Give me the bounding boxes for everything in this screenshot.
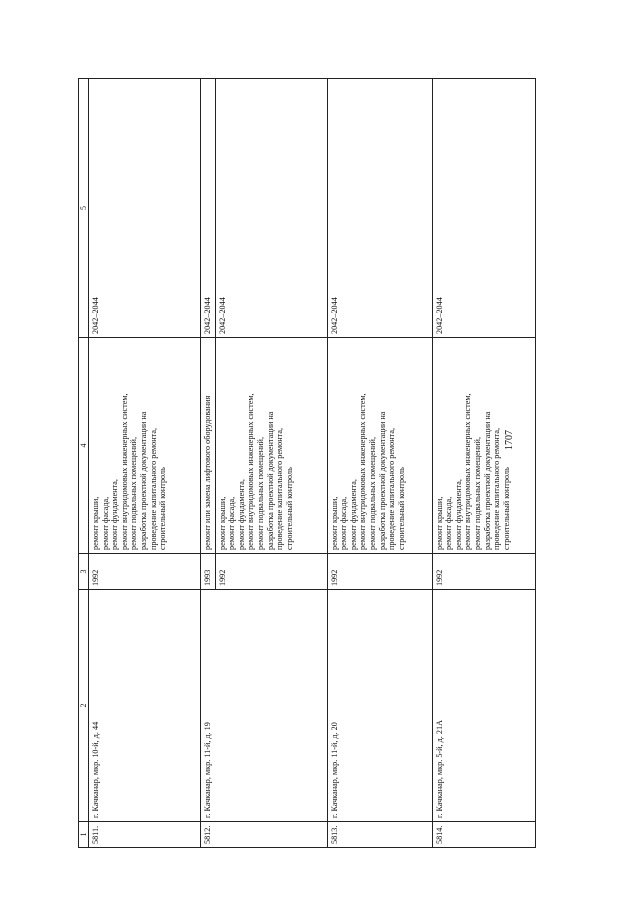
work-item: ремонт подвальных помещений, [255, 437, 265, 550]
work-item: разработка проектной документации на [265, 411, 275, 550]
work-item: ремонт фундамента, [110, 479, 120, 550]
work-item: проведение капитального ремонта, [492, 427, 502, 550]
work-item: разработка проектной документации на [377, 411, 387, 550]
work-item: проведение капитального ремонта, [275, 427, 285, 550]
work-item: ремонт крыши, [434, 496, 444, 550]
row-period: 2042–2044 [327, 79, 432, 338]
row-year: 1992 [432, 554, 535, 590]
work-item: ремонт внутридомовых инженерных систем, [358, 393, 368, 550]
work-item: ремонт фасада, [444, 496, 454, 550]
row-address: г. Качканар, мкр. 11-й, д. 20 [327, 590, 432, 822]
work-item: ремонт подвальных помещений, [472, 437, 482, 550]
work-item: проведение капитального ремонта, [387, 427, 397, 550]
work-item: строительный контроль [501, 467, 511, 550]
column-number: 5 [79, 79, 89, 338]
work-item: ремонт крыши, [91, 496, 100, 550]
column-number: 3 [79, 554, 89, 590]
row-period-lift: 2042–2044 [201, 79, 216, 338]
row-number: 5814. [432, 822, 535, 848]
row-year: 1993 [201, 554, 216, 590]
work-item: ремонт фасада, [227, 496, 237, 550]
column-number: 2 [79, 590, 89, 822]
work-item: ремонт крыши, [217, 496, 227, 550]
work-item: строительный контроль [158, 467, 168, 550]
row-address: г. Качканар, мкр. 5-й, д. 21А [432, 590, 535, 822]
column-number: 4 [79, 338, 89, 554]
row-year: 1992 [89, 554, 201, 590]
table-row [327, 79, 432, 848]
work-item: строительный контроль [284, 467, 294, 550]
work-item: ремонт фундамента, [236, 479, 246, 550]
work-item: проведение капитального ремонта, [148, 427, 158, 550]
row-year: 1992 [327, 554, 432, 590]
row-period: 2042–2044 [432, 79, 535, 338]
page-number: 1707 [504, 430, 515, 450]
table-row [432, 79, 535, 848]
row-works [432, 338, 535, 554]
table-row [201, 79, 216, 848]
row-address: г. Качканар, мкр. 10-й, д. 44 [89, 590, 201, 822]
row-period: 2042–2044 [215, 79, 327, 338]
work-item: ремонт внутридомовых инженерных систем, [119, 393, 129, 550]
table-wrapper [78, 78, 518, 848]
work-item: разработка проектной документации на [482, 411, 492, 550]
row-number: 5812. [201, 822, 328, 848]
row-number: 5811. [89, 822, 201, 848]
work-item: ремонт фундамента, [453, 479, 463, 550]
work-item: ремонт внутридомовых инженерных систем, [246, 393, 256, 550]
work-item: ремонт фундамента, [348, 479, 358, 550]
row-works [327, 338, 432, 554]
row-works [89, 338, 201, 554]
column-number-row [79, 79, 89, 848]
work-item: ремонт фасада, [100, 496, 110, 550]
work-item: ремонт подвальных помещений, [367, 437, 377, 550]
row-address: г. Качканар, мкр. 11-й, д. 19 [201, 590, 328, 822]
capital-repair-table [78, 78, 536, 848]
table-row [89, 79, 201, 848]
work-item: разработка проектной документации на [138, 411, 148, 550]
work-item: ремонт внутридомовых инженерных систем, [463, 393, 473, 550]
row-works-lift: ремонт или замена лифтового оборудования [201, 338, 216, 554]
row-year: 1992 [215, 554, 327, 590]
work-item: строительный контроль [396, 467, 406, 550]
column-number: 1 [79, 822, 89, 848]
work-item: ремонт фасада, [339, 496, 349, 550]
work-item: ремонт подвальных помещений, [129, 437, 139, 550]
row-number: 5813. [327, 822, 432, 848]
work-item: ремонт крыши, [329, 496, 339, 550]
row-period: 2042–2044 [89, 79, 201, 338]
row-works [215, 338, 327, 554]
